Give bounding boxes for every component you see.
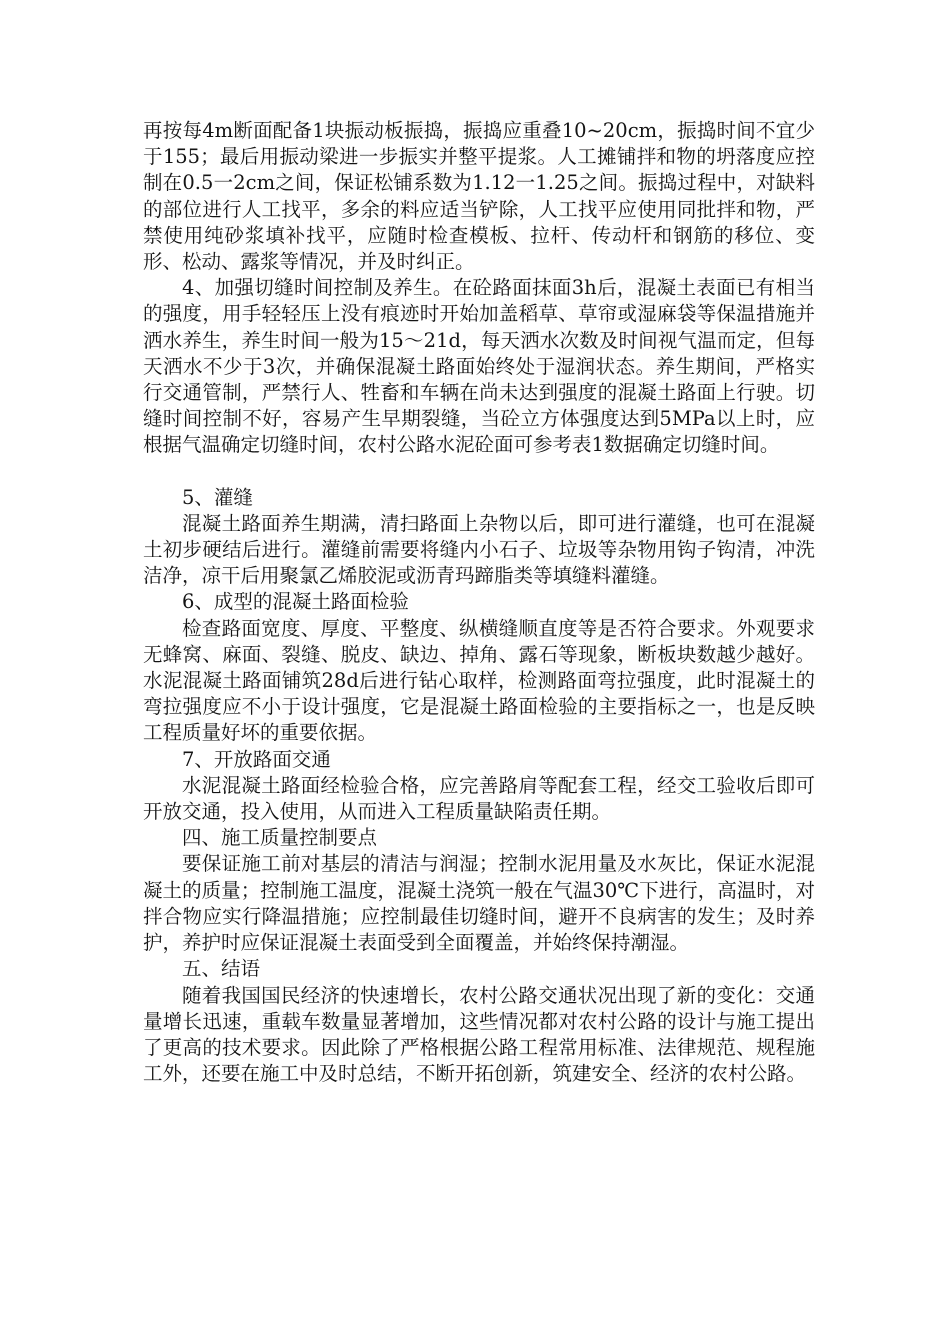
paragraph-curing: 4、加强切缝时间控制及养生。在砼路面抹面3h后，混凝土表面已有相当的强度，用手轻轻压上没有痕迹时开始加盖稻草、草帘或湿麻袋等保温措施并洒水养生，养生时间一般为15～21d，每天洒水次数及时间视气温而定，但每天洒水不少于3次，并确保混凝土路面始终处于湿润状态。养生期间，严格实行交通管制，严禁行人、牲畜和车辆在尚未达到强度的混凝土路面上行驶。切缝时间控制不好，容易产生早期裂缝，当砼立方体强度达到5MPa以上时，应根据气温确定切缝时间，农村公路水泥砼面可参考表1数据确定切缝时间。 <box>143 276 815 457</box>
paragraph-joint-filling: 混凝土路面养生期满，清扫路面上杂物以后，即可进行灌缝，也可在混凝土初步硬结后进行。灌缝前需要将缝内小石子、垃圾等杂物用钩子钩清，冲洗洁净，凉干后用聚氯乙烯胶泥或沥青玛蹄脂类等填缝料灌缝。 <box>143 511 815 588</box>
heading-open-traffic: 7、开放路面交通 <box>182 747 331 771</box>
document-body <box>143 118 815 1087</box>
blank-line <box>143 459 815 485</box>
paragraph-vibration: 再按每4m断面配备1块振动板振捣，振捣应重叠10~20cm，振捣时间不宜少于155；最后用振动梁进一步振实并整平提浆。人工摊铺拌和物的坍落度应控制在0.5一2cm之间，保证松铺系数为1.12一1.25之间。振捣过程中，对缺料的部位进行人工找平，多余的料应适当铲除，人工找平应使用同批拌和物，严禁使用纯砂浆填补找平，应随时检查模板、拉杆、传动杆和钢筋的移位、变形、松动、露浆等情况，并及时纠正。 <box>143 119 815 274</box>
paragraph-quality-control: 要保证施工前对基层的清洁与润湿；控制水泥用量及水灰比，保证水泥混凝土的质量；控制施工温度，混凝土浇筑一般在气温30℃下进行，高温时，对拌合物应实行降温措施；应控制最佳切缝时间，避开不良病害的发生；及时养护，养护时应保证混凝土表面受到全面覆盖，并始终保持潮湿。 <box>143 852 815 955</box>
heading-quality-control: 四、施工质量控制要点 <box>182 826 378 850</box>
paragraph-conclusion: 随着我国国民经济的快速增长，农村公路交通状况出现了新的变化：交通量增长迅速，重载车数量显著增加，这些情况都对农村公路的设计与施工提出了更高的技术要求。因此除了严格根据公路工程常用标准、法律规范、规程施工外，还要在施工中及时总结，不断开拓创新，筑建安全、经济的农村公路。 <box>143 983 815 1086</box>
paragraph-inspection: 检查路面宽度、厚度、平整度、纵横缝顺直度等是否符合要求。外观要求无蜂窝、麻面、裂缝、脱皮、缺边、掉角、露石等现象，断板块数越少越好。水泥混凝土路面铺筑28d后进行钻心取样，检测路面弯拉强度，此时混凝土的弯拉强度应不小于设计强度，它是混凝土路面检验的主要指标之一，也是反映工程质量好坏的重要依据。 <box>143 616 815 745</box>
paragraph-open-traffic: 水泥混凝土路面经检验合格，应完善路肩等配套工程，经交工验收后即可开放交通，投入使用，从而进入工程质量缺陷责任期。 <box>143 773 815 824</box>
heading-conclusion: 五、结语 <box>182 957 261 981</box>
heading-inspection: 6、成型的混凝土路面检验 <box>182 590 409 614</box>
heading-joint-filling: 5、灌缝 <box>182 485 253 509</box>
